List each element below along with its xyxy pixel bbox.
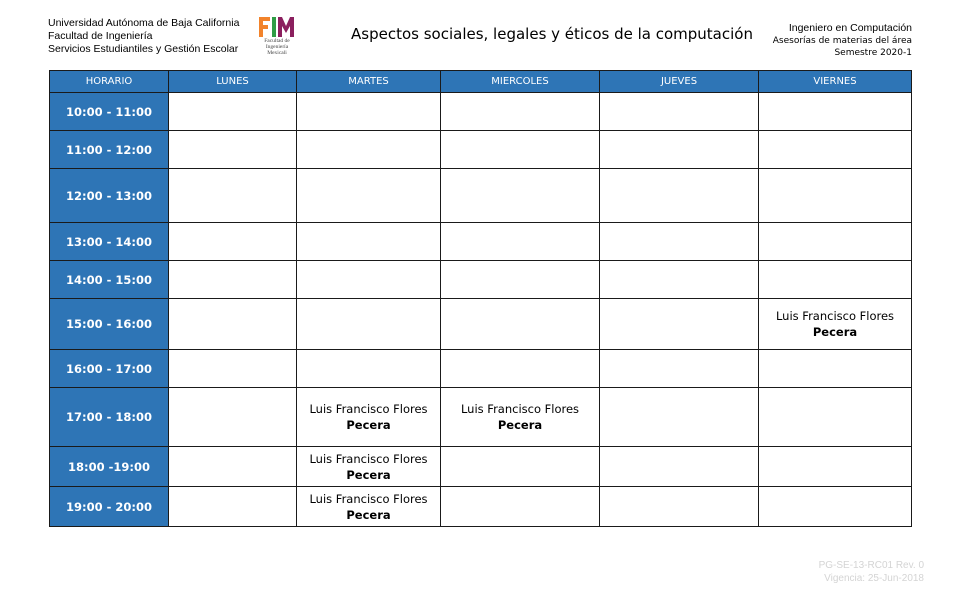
schedule-cell bbox=[441, 223, 600, 261]
time-slot-cell: 14:00 - 15:00 bbox=[50, 261, 169, 299]
column-header-horario: HORARIO bbox=[50, 71, 169, 93]
schedule-cell bbox=[441, 169, 600, 223]
column-header-jueves: JUEVES bbox=[600, 71, 759, 93]
schedule-cell bbox=[600, 350, 759, 388]
time-slot-cell: 10:00 - 11:00 bbox=[50, 93, 169, 131]
fim-logo-icon bbox=[258, 16, 296, 38]
schedule-cell bbox=[759, 93, 912, 131]
institution-block bbox=[48, 17, 239, 56]
schedule-cell bbox=[600, 169, 759, 223]
advisory-location: Pecera bbox=[497, 418, 543, 432]
page-title: Aspectos sociales, legales y éticos de la computación bbox=[351, 25, 753, 43]
advisory-entry bbox=[297, 491, 440, 523]
schedule-cell bbox=[759, 131, 912, 169]
schedule-cell bbox=[759, 388, 912, 447]
schedule-table bbox=[49, 70, 912, 527]
advisor-name: Luis Francisco Flores bbox=[775, 309, 895, 323]
schedule-cell bbox=[600, 447, 759, 487]
column-header-lunes: LUNES bbox=[169, 71, 297, 93]
advisor-name: Luis Francisco Flores bbox=[460, 402, 580, 416]
advisory-location: Pecera bbox=[346, 467, 391, 482]
document-validity: Vigencia: 25-Jun-2018 bbox=[824, 573, 924, 584]
institution-line: Servicios Estudiantiles y Gestión Escolar bbox=[48, 43, 239, 55]
schedule-row bbox=[50, 350, 912, 388]
schedule-cell bbox=[169, 261, 297, 299]
schedule-cell bbox=[169, 299, 297, 350]
schedule-cell bbox=[297, 131, 441, 169]
schedule-cell bbox=[169, 350, 297, 388]
logo-subtitle-line: Ingeniería bbox=[265, 44, 289, 50]
advisory-entry bbox=[441, 401, 599, 433]
schedule-cell bbox=[441, 487, 600, 527]
document-code: PG-SE-13-RC01 Rev. 0 bbox=[818, 560, 924, 571]
schedule-cell bbox=[441, 299, 600, 350]
schedule-cell bbox=[169, 93, 297, 131]
schedule-cell bbox=[297, 388, 441, 447]
schedule-cell bbox=[600, 487, 759, 527]
schedule-row bbox=[50, 93, 912, 131]
schedule-row bbox=[50, 261, 912, 299]
program-block bbox=[773, 22, 912, 59]
advisor-name: Luis Francisco Flores bbox=[309, 451, 428, 466]
schedule-cell bbox=[600, 261, 759, 299]
program-subtitle: Asesorías de materias del área bbox=[772, 36, 912, 46]
schedule-row bbox=[50, 299, 912, 350]
schedule-cell bbox=[441, 447, 600, 487]
institution-line: Facultad de Ingeniería bbox=[48, 30, 153, 42]
advisory-entry bbox=[297, 401, 440, 433]
schedule-cell bbox=[441, 350, 600, 388]
semester-label: Semestre 2020-1 bbox=[834, 48, 912, 58]
advisory-location: Pecera bbox=[812, 325, 858, 339]
schedule-cell bbox=[297, 223, 441, 261]
institution-line: Universidad Autónoma de Baja California bbox=[48, 17, 240, 29]
column-header-martes: MARTES bbox=[297, 71, 441, 93]
schedule-cell bbox=[759, 447, 912, 487]
advisory-entry bbox=[297, 451, 440, 483]
advisor-name: Luis Francisco Flores bbox=[309, 402, 428, 416]
schedule-row bbox=[50, 169, 912, 223]
column-header-viernes: VIERNES bbox=[759, 71, 912, 93]
schedule-cell bbox=[297, 261, 441, 299]
schedule-cell bbox=[759, 223, 912, 261]
schedule-cell bbox=[759, 299, 912, 350]
schedule-row bbox=[50, 223, 912, 261]
time-slot-cell: 15:00 - 16:00 bbox=[50, 299, 169, 350]
logo-subtitle bbox=[255, 38, 299, 56]
time-slot-cell: 18:00 -19:00 bbox=[50, 447, 169, 487]
schedule-cell bbox=[169, 447, 297, 487]
schedule-cell bbox=[297, 447, 441, 487]
advisory-location: Pecera bbox=[346, 418, 391, 432]
schedule-cell bbox=[297, 299, 441, 350]
schedule-row bbox=[50, 447, 912, 487]
schedule-cell bbox=[441, 131, 600, 169]
schedule-cell bbox=[169, 131, 297, 169]
schedule-cell bbox=[169, 223, 297, 261]
logo-subtitle-line: Facultad de bbox=[264, 38, 290, 44]
schedule-cell bbox=[441, 261, 600, 299]
schedule-cell bbox=[441, 388, 600, 447]
schedule-cell bbox=[759, 487, 912, 527]
schedule-cell bbox=[600, 299, 759, 350]
schedule-row bbox=[50, 131, 912, 169]
schedule-cell bbox=[297, 169, 441, 223]
program-name: Ingeniero en Computación bbox=[788, 22, 912, 34]
time-slot-cell: 13:00 - 14:00 bbox=[50, 223, 169, 261]
column-header-miercoles: MIERCOLES bbox=[441, 71, 600, 93]
logo-subtitle-line: Mexicali bbox=[267, 50, 287, 56]
schedule-header-row bbox=[50, 71, 912, 93]
time-slot-cell: 16:00 - 17:00 bbox=[50, 350, 169, 388]
schedule-cell bbox=[297, 93, 441, 131]
schedule-cell bbox=[600, 223, 759, 261]
schedule-cell bbox=[169, 388, 297, 447]
schedule-cell bbox=[759, 169, 912, 223]
time-slot-cell: 12:00 - 13:00 bbox=[50, 169, 169, 223]
time-slot-cell: 17:00 - 18:00 bbox=[50, 388, 169, 447]
schedule-cell bbox=[169, 487, 297, 527]
advisor-name: Luis Francisco Flores bbox=[309, 491, 428, 506]
schedule-row bbox=[50, 388, 912, 447]
schedule-cell bbox=[759, 261, 912, 299]
schedule-cell bbox=[600, 131, 759, 169]
schedule-cell bbox=[169, 169, 297, 223]
schedule-cell bbox=[600, 93, 759, 131]
schedule-cell bbox=[441, 93, 600, 131]
schedule-cell bbox=[297, 487, 441, 527]
advisory-entry bbox=[759, 308, 911, 340]
schedule-cell bbox=[759, 350, 912, 388]
time-slot-cell: 19:00 - 20:00 bbox=[50, 487, 169, 527]
time-slot-cell: 11:00 - 12:00 bbox=[50, 131, 169, 169]
schedule-row bbox=[50, 487, 912, 527]
schedule-cell bbox=[297, 350, 441, 388]
advisory-location: Pecera bbox=[346, 507, 391, 522]
document-footer bbox=[819, 559, 924, 585]
schedule-cell bbox=[600, 388, 759, 447]
